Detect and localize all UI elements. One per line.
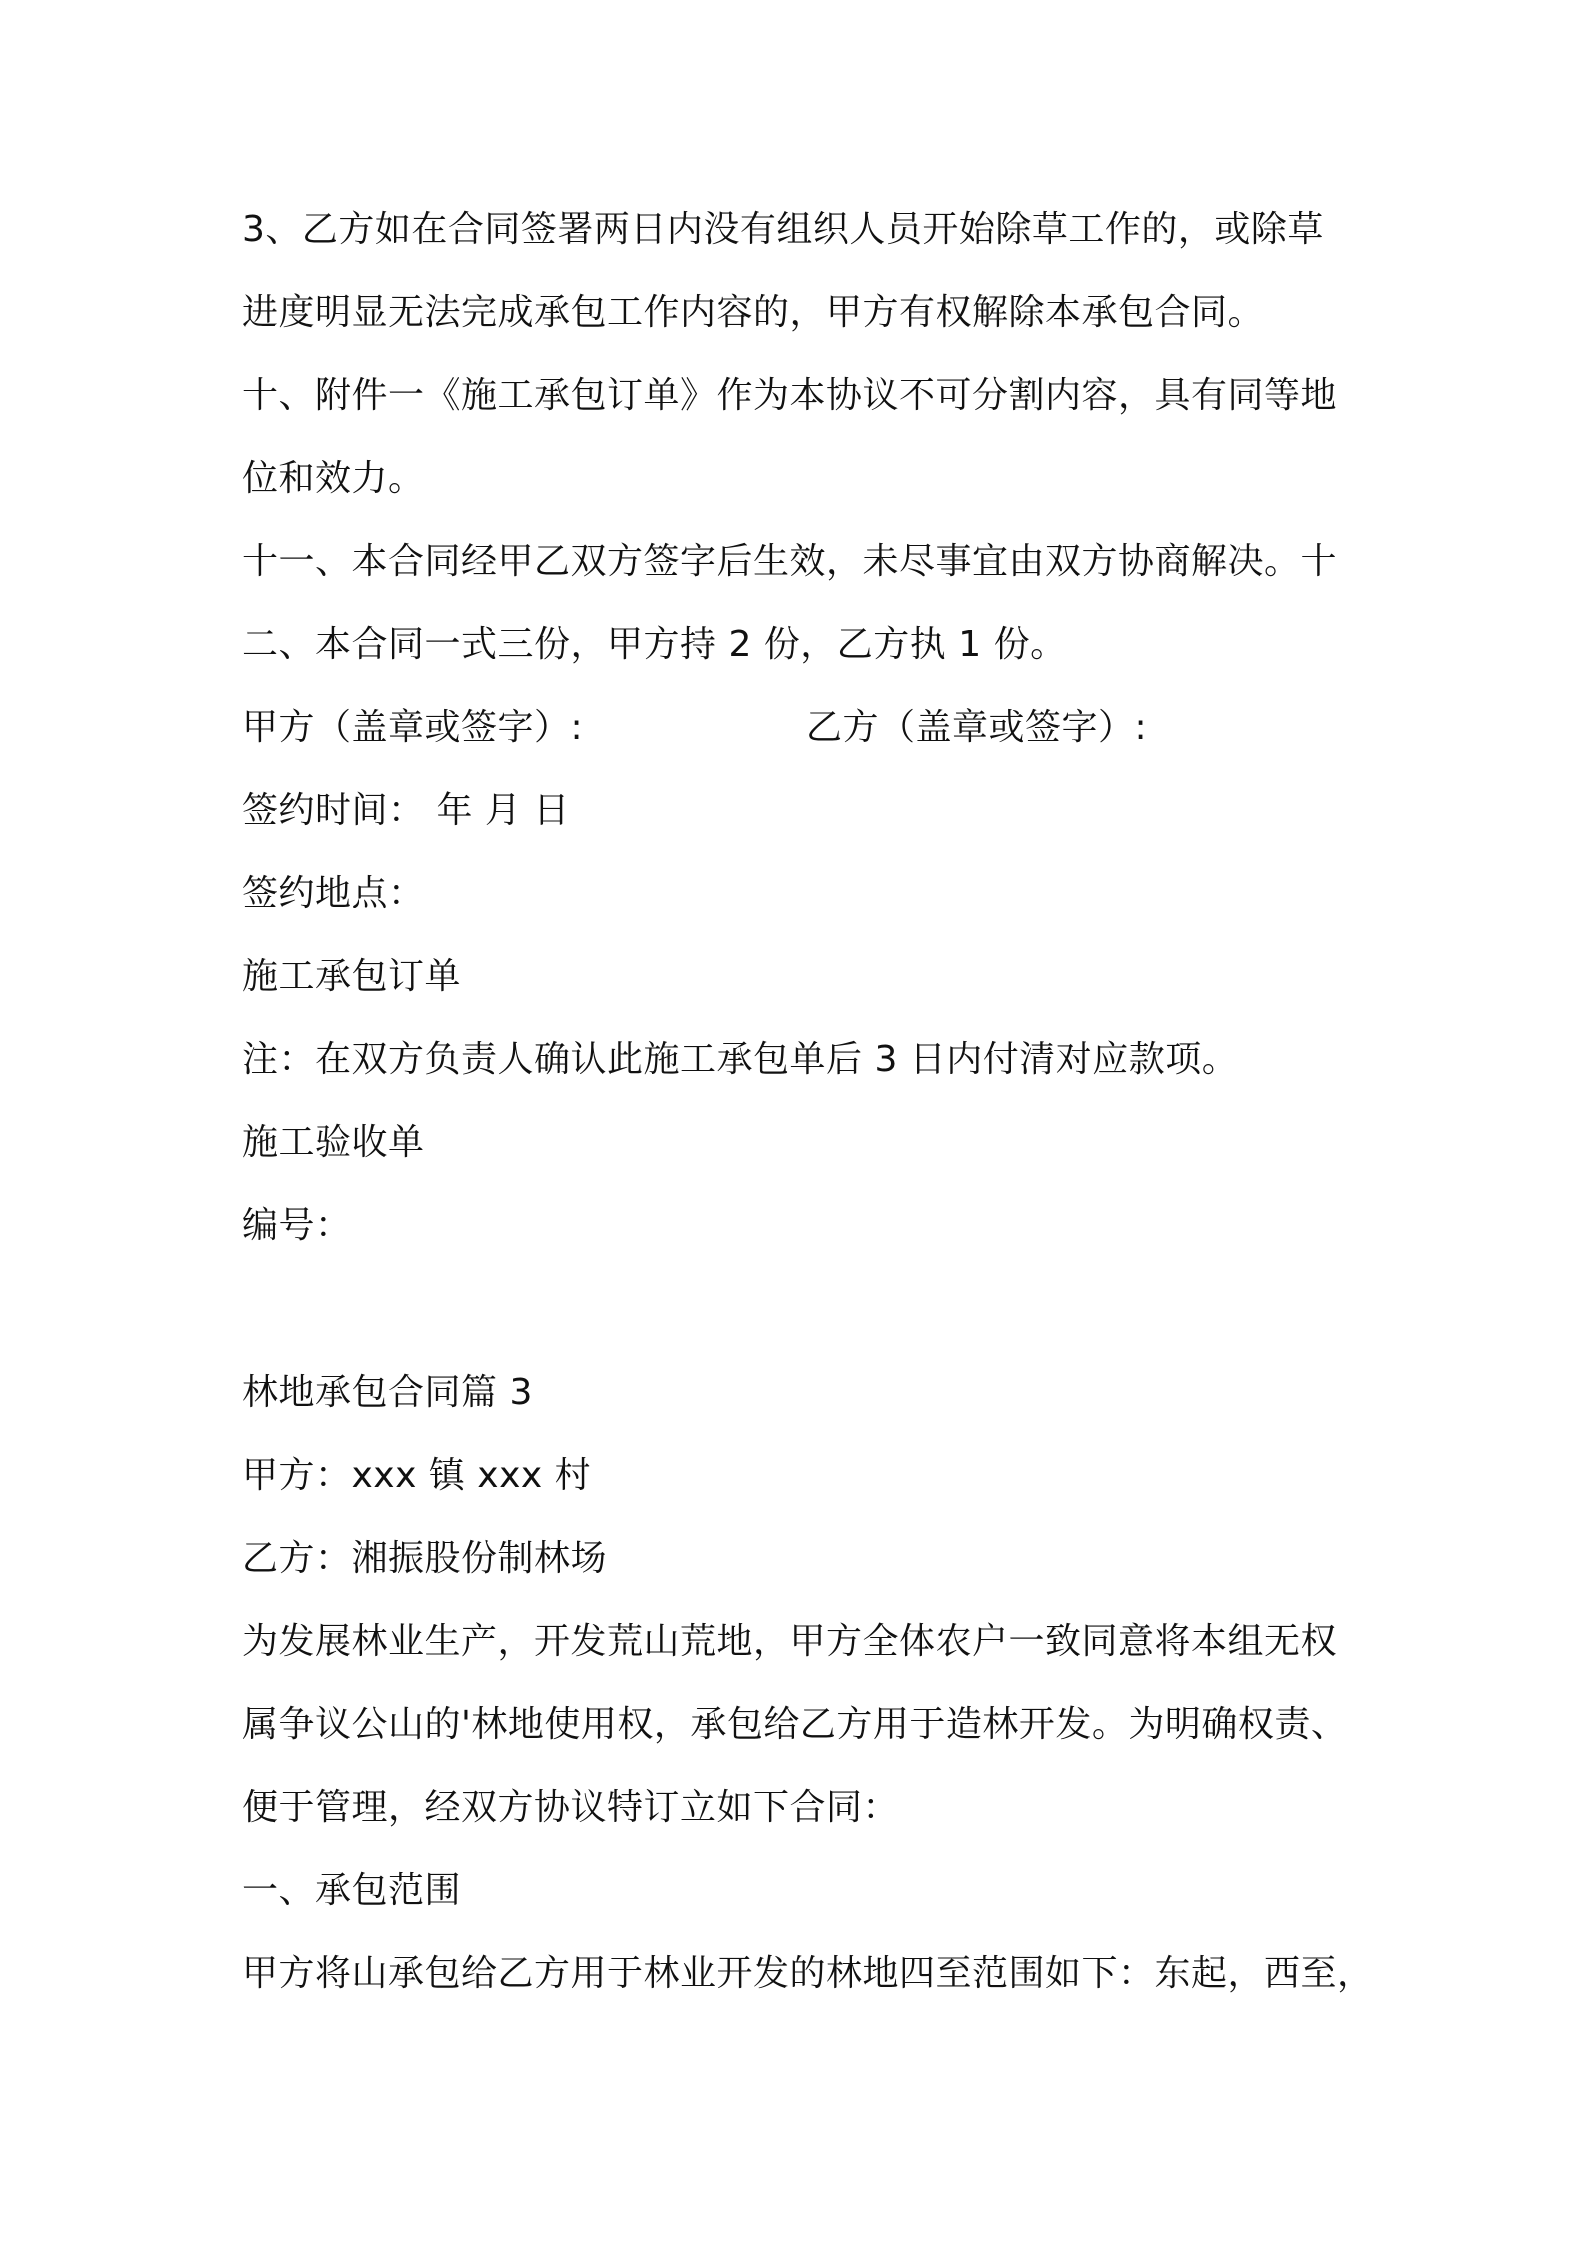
- sign-time: 签约时间： 年 月 日: [242, 790, 570, 831]
- party-b: 乙方：湘振股份制林场: [242, 1538, 608, 1579]
- number-label: 编号：: [242, 1205, 352, 1246]
- acceptance-title: 施工验收单: [242, 1122, 425, 1163]
- scope-heading: 一、承包范围: [242, 1870, 462, 1911]
- paragraph-line-6: 二、本合同一式三份，甲方持 2 份，乙方执 1 份。: [242, 624, 1067, 665]
- paragraph-line-2: 进度明显无法完成承包工作内容的，甲方有权解除本承包合同。: [242, 292, 1265, 333]
- paragraph-line-4: 位和效力。: [242, 458, 425, 499]
- intro-line-3: 便于管理，经双方协议特订立如下合同：: [242, 1787, 900, 1828]
- party-a: 甲方：xxx 镇 xxx 村: [242, 1455, 592, 1496]
- order-note: 注：在双方负责人确认此施工承包单后 3 日内付清对应款项。: [242, 1039, 1239, 1080]
- section-title: 林地承包合同篇 3: [242, 1372, 533, 1413]
- paragraph-line-3: 十、附件一《施工承包订单》作为本协议不可分割内容，具有同等地: [242, 375, 1338, 416]
- sign-place: 签约地点：: [242, 873, 425, 914]
- signature-party-b: 乙方（盖章或签字）:: [806, 707, 1148, 748]
- order-title: 施工承包订单: [242, 956, 462, 997]
- paragraph-line-1: 3、乙方如在合同签署两日内没有组织人员开始除草工作的，或除草: [242, 209, 1324, 250]
- intro-line-1: 为发展林业生产，开发荒山荒地，甲方全体农户一致同意将本组无权: [242, 1621, 1338, 1662]
- intro-line-2: 属争议公山的'林地使用权，承包给乙方用于造林开发。为明确权责、: [242, 1704, 1348, 1745]
- signature-party-a: 甲方（盖章或签字）:: [242, 707, 584, 748]
- paragraph-line-5: 十一、本合同经甲乙双方签字后生效，未尽事宜由双方协商解决。十: [242, 541, 1338, 582]
- scope-text: 甲方将山承包给乙方用于林业开发的林地四至范围如下：东起，西至，: [242, 1953, 1374, 1994]
